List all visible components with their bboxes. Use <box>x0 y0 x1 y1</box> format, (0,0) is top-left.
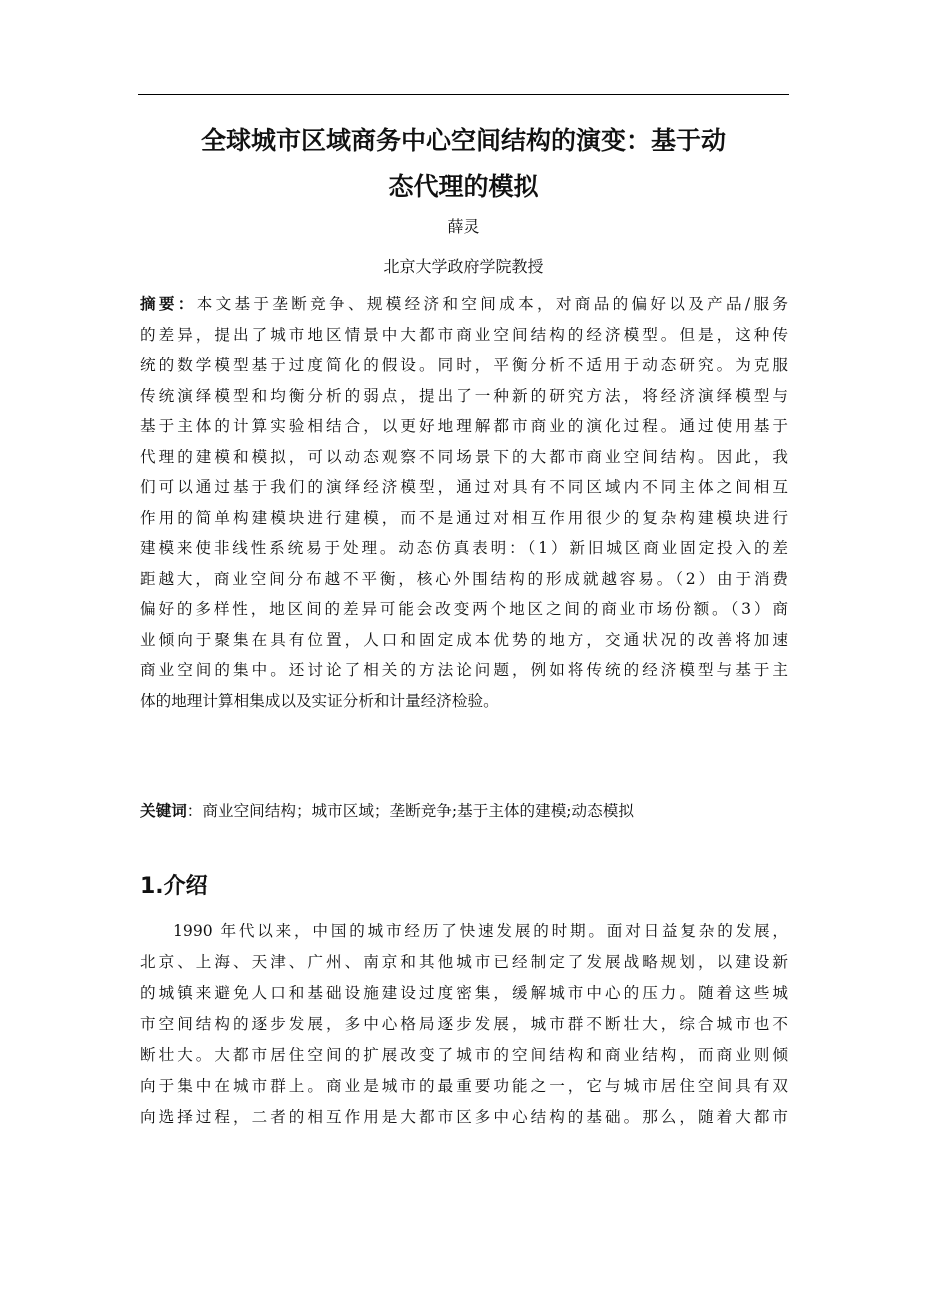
section-body <box>140 916 788 1133</box>
body-line: 断壮大。大都市居住空间的扩展改变了城市的空间结构和商业结构，而商业则倾 <box>140 1046 788 1064</box>
title-line: 态代理的模拟 <box>388 172 539 201</box>
body-line: 向选择过程，二者的相互作用是大都市区多中心结构的基础。那么，随着大都市 <box>140 1108 788 1126</box>
keywords <box>140 796 788 826</box>
abstract-text: 本文基于垄断竞争、规模经济和空间成本，对商品的偏好以及产品/服务 <box>196 295 788 313</box>
abstract-line: 偏好的多样性，地区间的差异可能会改变两个地区之间的商业市场份额。（3）商 <box>140 600 788 618</box>
abstract-line: 的差异，提出了城市地区情景中大都市商业空间结构的经济模型。但是，这种传 <box>140 325 788 344</box>
abstract-line: 代理的建模和模拟，可以动态观察不同场景下的大都市商业空间结构。因此，我 <box>140 447 788 466</box>
abstract-line: 业倾向于聚集在具有位置，人口和固定成本优势的地方，交通状况的改善将加速 <box>140 630 788 649</box>
abstract-line: 们可以通过基于我们的演绎经济模型，通过对具有不同区域内不同主体之间相互 <box>140 478 788 496</box>
body-line: 1990 年代以来，中国的城市经历了快速发展的时期。面对日益复杂的发展， <box>173 922 788 940</box>
abstract-line: 基于主体的计算实验相结合，以更好地理解都市商业的演化过程。通过使用基于 <box>140 417 788 435</box>
body-line: 市空间结构的逐步发展，多中心格局逐步发展，城市群不断壮大，综合城市也不 <box>140 1015 788 1033</box>
abstract-line: 作用的简单构建模块进行建模，而不是通过对相互作用很少的复杂构建模块进行 <box>140 508 788 527</box>
abstract-label: 摘要： <box>140 295 197 313</box>
abstract-line: 统的数学模型基于过度简化的假设。同时，平衡分析不适用于动态研究。为克服 <box>140 356 788 374</box>
author-name: 薛灵 <box>447 217 480 236</box>
abstract-line: 建模来使非线性系统易于处理。动态仿真表明：（1）新旧城区商业固定投入的差 <box>140 539 788 557</box>
abstract-line: 距越大，商业空间分布越不平衡，核心外围结构的形成就越容易。（2）由于消费 <box>140 569 788 588</box>
abstract-line: 体的地理计算相集成以及实证分析和计量经济检验。 <box>140 691 499 710</box>
keywords-label: 关键词 <box>140 802 187 820</box>
keywords-text: ：商业空间结构；城市区域；垄断竞争;基于主体的建模;动态模拟 <box>186 802 634 820</box>
section-heading: 1.介绍 <box>140 874 208 899</box>
body-line: 的城镇来避免人口和基础设施建设过度密集，缓解城市中心的压力。随着这些城 <box>140 984 788 1002</box>
author-affiliation: 北京大学政府学院教授 <box>383 257 544 276</box>
title-line: 全球城市区域商务中心空间结构的演变：基于动 <box>200 126 726 155</box>
abstract-line <box>140 289 788 320</box>
body-line: 向于集中在城市群上。商业是城市的最重要功能之一，它与城市居住空间具有双 <box>140 1077 788 1095</box>
abstract <box>140 289 788 716</box>
abstract-line: 商业空间的集中。还讨论了相关的方法论问题，例如将传统的经济模型与基于主 <box>140 661 788 679</box>
abstract-line: 传统演绎模型和均衡分析的弱点，提出了一种新的研究方法，将经济演绎模型与 <box>140 386 788 405</box>
body-line: 北京、上海、天津、广州、南京和其他城市已经制定了发展战略规划，以建设新 <box>140 953 788 971</box>
paper-title <box>138 118 789 210</box>
header-rule <box>138 94 789 95</box>
